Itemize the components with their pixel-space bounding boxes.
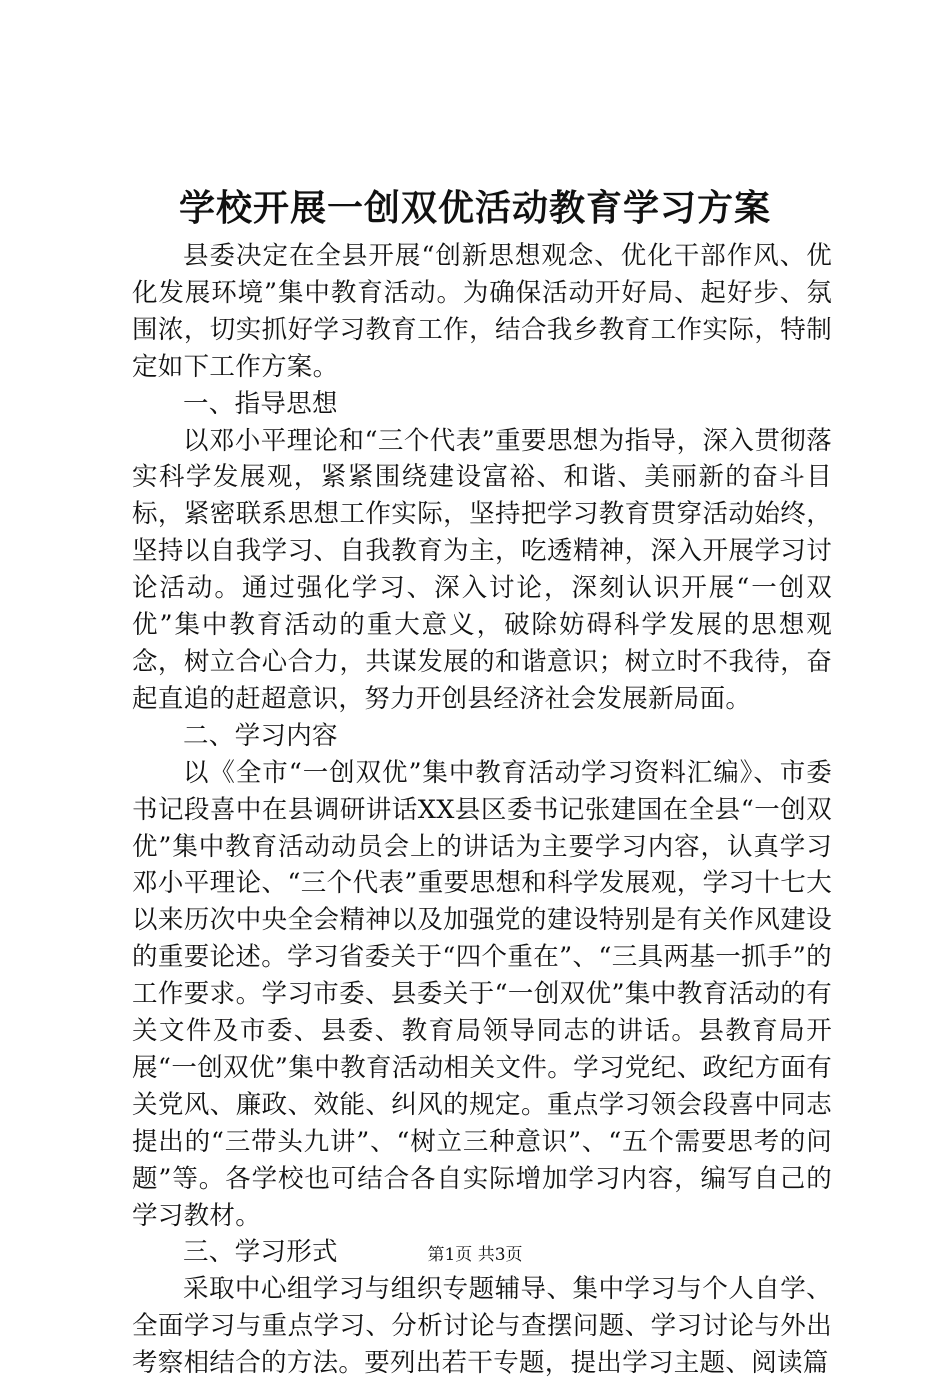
- section-heading-study-content: 二、学习内容: [183, 720, 338, 751]
- guiding-ideology-paragraph: 以邓小平理论和“三个代表”重要思想为指导，深入贯彻落实科学发展观，紧紧围绕建设富裕、和谐、美丽新的奋斗目标，紧密联系思想工作实际，坚持把学习教育贯穿活动始终，坚持以自我学习、自我教育为主，吃透精神，深入开展学习讨论活动。通过强化学习、深入讨论，深刻认识开展“一创双优”集中教育活动的重大意义，破除妨碍科学发展的思想观念，树立合心合力，共谋发展的和谐意识；树立时不我待，奋起直追的赶超意识，努力开创县经济社会发展新局面。: [132, 425, 832, 714]
- document-body: [132, 238, 832, 1382]
- document-title: 学校开展一创双优活动教育学习方案: [178, 187, 771, 229]
- study-content-paragraph: 以《全市“一创双优”集中教育活动学习资料汇编》、市委书记段喜中在县调研讲话XX县区委书记张建国在全县“一创双优”集中教育活动动员会上的讲话为主要学习内容，认真学习邓小平理论、“三个代表”重要思想和科学发展观，学习十七大以来历次中央全会精神以及加强党的建设特别是有关作风建设的重要论述。学习省委关于“四个重在”、“三具两基一抓手”的工作要求。学习市委、县委关于“一创双优”集中教育活动的有关文件及市委、县委、教育局领导同志的讲话。县教育局开展“一创双优”集中教育活动相关文件。学习党纪、政纪方面有关党风、廉政、效能、纠风的规定。重点学习领会段喜中同志提出的“三带头九讲”、“树立三种意识”、“五个需要思考的问题”等。各学校也可结合各自实际增加学习内容，编写自己的学习教材。: [132, 757, 832, 1231]
- section-heading-study-form: 三、学习形式: [183, 1237, 338, 1268]
- intro-paragraph: 县委决定在全县开展“创新思想观念、优化干部作风、优化发展环境”集中教育活动。为确保活动开好局、起好步、氛围浓，切实抓好学习教育工作，结合我乡教育工作实际，特制定如下工作方案。: [132, 241, 832, 382]
- study-form-paragraph: 采取中心组学习与组织专题辅导、集中学习与个人自学、全面学习与重点学习、分析讨论与查摆问题、学习讨论与外出考察相结合的方法。要列出若干专题，提出学习主题、阅读篇: [132, 1274, 832, 1379]
- section-heading-guiding-ideology: 一、指导思想: [183, 388, 338, 419]
- page-number-footer: 第1页 共3页: [427, 1245, 523, 1265]
